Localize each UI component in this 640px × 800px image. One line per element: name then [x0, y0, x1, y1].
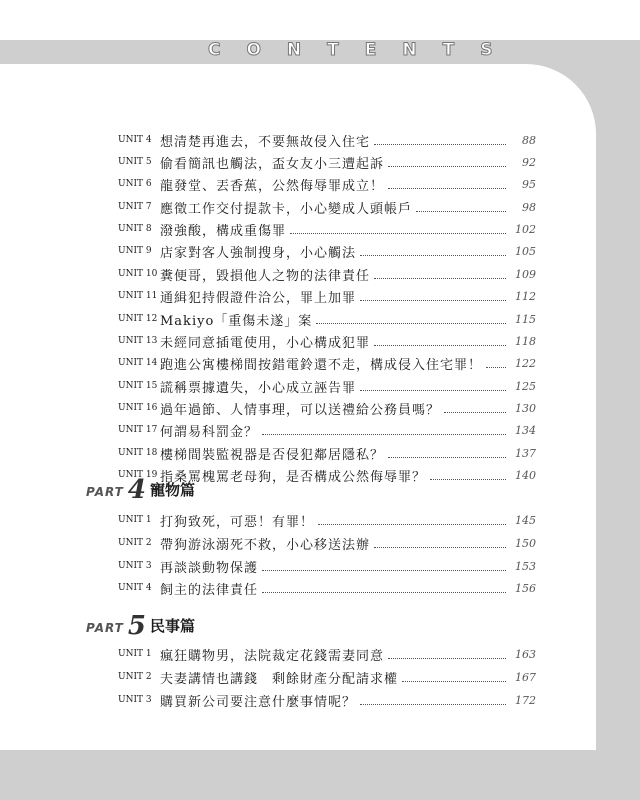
page-number: 134 — [515, 423, 536, 437]
dot-leader — [318, 516, 506, 525]
dot-leader — [316, 315, 506, 324]
entry-title: Makiyo「重傷未遂」案 — [160, 313, 313, 329]
unit-label: UNIT 3 — [118, 561, 152, 571]
unit-label: UNIT 4 — [118, 135, 152, 145]
part-title: 民事篇 — [149, 617, 195, 635]
dot-leader — [262, 562, 506, 571]
page-number: 102 — [515, 222, 536, 236]
part-label: PART — [86, 621, 124, 635]
unit-label: UNIT 8 — [118, 224, 152, 234]
unit-label: UNIT 19 — [118, 470, 158, 480]
entry-title: 應徵工作交付提款卡，小心變成人頭帳戶 — [160, 201, 413, 217]
unit-label: UNIT 6 — [118, 179, 152, 189]
unit-label: UNIT 13 — [118, 336, 158, 346]
page-number: 105 — [515, 244, 536, 258]
dot-leader — [360, 382, 506, 391]
page-number: 98 — [522, 200, 536, 214]
entry-title: 夫妻講情也講錢 剩餘財產分配請求權 — [160, 671, 399, 687]
dot-leader — [388, 449, 506, 458]
part-number: 4 — [127, 475, 146, 505]
unit-label: UNIT 18 — [118, 448, 158, 458]
toc-entry[interactable] — [118, 264, 536, 284]
entry-title: 想清楚再進去，不要無故侵入住宅 — [160, 134, 371, 150]
entry-title: 跑進公寓樓梯間按錯電鈴還不走，構成侵入住宅罪！ — [160, 357, 483, 373]
toc-entry[interactable] — [118, 510, 536, 530]
toc-entry[interactable] — [118, 443, 536, 463]
page-number: 137 — [515, 446, 536, 460]
unit-label: UNIT 15 — [118, 381, 158, 391]
part-number: 5 — [127, 611, 146, 641]
toc-entry[interactable] — [118, 353, 536, 373]
dot-leader — [360, 247, 506, 256]
dot-leader — [444, 404, 506, 413]
unit-label: UNIT 3 — [118, 695, 152, 705]
dot-leader — [402, 673, 506, 682]
unit-label: UNIT 17 — [118, 425, 158, 435]
dot-leader — [374, 539, 506, 548]
page-number: 125 — [515, 379, 536, 393]
entry-title: 糞便哥，毀損他人之物的法律責任 — [160, 268, 371, 284]
page-number: 115 — [515, 312, 536, 326]
toc-entry[interactable] — [118, 241, 536, 261]
dot-leader — [360, 696, 506, 705]
entry-title: 龍發堂、丟香蕉，公然侮辱罪成立！ — [160, 178, 385, 194]
page-number: 150 — [515, 536, 536, 550]
page-number: 109 — [515, 267, 536, 281]
page-number: 167 — [515, 670, 536, 684]
page-number: 156 — [515, 581, 536, 595]
unit-label: UNIT 2 — [118, 672, 152, 682]
entry-title: 指桑罵槐罵老母狗，是否構成公然侮辱罪？ — [160, 469, 427, 485]
page-number: 122 — [515, 356, 536, 370]
toc-entry[interactable] — [118, 533, 536, 553]
entry-title: 帶狗游泳溺死不救，小心移送法辦 — [160, 537, 371, 553]
dot-leader — [388, 650, 506, 659]
toc-entry[interactable] — [118, 130, 536, 150]
part-label: PART — [86, 485, 124, 499]
page-number: 153 — [515, 559, 536, 573]
unit-label: UNIT 9 — [118, 246, 152, 256]
toc-entry[interactable] — [118, 197, 536, 217]
dot-leader — [416, 203, 506, 212]
entry-title: 瘋狂購物男，法院裁定花錢需妻同意 — [160, 648, 385, 664]
page-number: 95 — [522, 177, 536, 191]
dot-leader — [388, 180, 506, 189]
part-title: 寵物篇 — [149, 481, 195, 499]
unit-label: UNIT 12 — [118, 314, 158, 324]
toc-entry[interactable] — [118, 420, 536, 440]
toc-entry[interactable] — [118, 174, 536, 194]
dot-leader — [430, 471, 506, 480]
unit-label: UNIT 10 — [118, 269, 158, 279]
toc-entry[interactable] — [118, 219, 536, 239]
page-number: 140 — [515, 468, 536, 482]
dot-leader — [262, 426, 506, 435]
toc-entry[interactable] — [118, 152, 536, 172]
unit-label: UNIT 4 — [118, 583, 152, 593]
entry-title: 偷看簡訊也觸法，盃女友小三遭起訴 — [160, 156, 385, 172]
dot-leader — [360, 292, 506, 301]
entry-title: 過年過節、人情事理，可以送禮給公務員嗎？ — [160, 402, 441, 418]
entry-title: 潑強酸，構成重傷罪 — [160, 223, 287, 239]
page-number: 130 — [515, 401, 536, 415]
dot-leader — [388, 158, 506, 167]
toc-entry[interactable] — [118, 398, 536, 418]
dot-leader — [374, 337, 506, 346]
dot-leader — [290, 225, 506, 234]
toc-entry[interactable] — [118, 578, 536, 598]
toc-entry[interactable] — [118, 309, 536, 329]
unit-label: UNIT 11 — [118, 291, 158, 301]
unit-label: UNIT 14 — [118, 358, 158, 368]
unit-label: UNIT 5 — [118, 157, 152, 167]
unit-label: UNIT 7 — [118, 202, 152, 212]
entry-title: 通緝犯持假證件洽公，罪上加罪 — [160, 290, 357, 306]
page-number: 118 — [515, 334, 536, 348]
entry-title: 樓梯間裝監視器是否侵犯鄰居隱私？ — [160, 447, 385, 463]
unit-label: UNIT 2 — [118, 538, 152, 548]
entry-title: 飼主的法律責任 — [160, 582, 259, 598]
toc-entry[interactable] — [118, 376, 536, 396]
part-heading — [86, 611, 195, 641]
entry-title: 店家對客人強制搜身，小心觸法 — [160, 245, 357, 261]
contents-banner: CONTENTS — [208, 40, 519, 60]
toc-entry[interactable] — [118, 286, 536, 306]
unit-label: UNIT 1 — [118, 515, 152, 525]
page-number: 163 — [515, 647, 536, 661]
page-number: 92 — [522, 155, 536, 169]
entry-title: 未經同意插電使用，小心構成犯罪 — [160, 335, 371, 351]
toc-entry[interactable] — [118, 690, 536, 710]
dot-leader — [374, 136, 506, 145]
page-number: 145 — [515, 513, 536, 527]
unit-label: UNIT 1 — [118, 649, 152, 659]
entry-title: 打狗致死，可惡！有罪！ — [160, 514, 315, 530]
dot-leader — [262, 584, 506, 593]
toc-entry[interactable] — [118, 667, 536, 687]
entry-title: 購買新公司要注意什麼事情呢？ — [160, 694, 357, 710]
dot-leader — [486, 359, 506, 368]
toc-entry[interactable] — [118, 556, 536, 576]
unit-label: UNIT 16 — [118, 403, 158, 413]
entry-title: 何謂易科罰金？ — [160, 424, 259, 440]
page-number: 88 — [522, 133, 536, 147]
toc-entry[interactable] — [118, 331, 536, 351]
page-number: 172 — [515, 693, 536, 707]
page-number: 112 — [515, 289, 536, 303]
entry-title: 謊稱票據遺失，小心成立誣告罪 — [160, 380, 357, 396]
entry-title: 再談談動物保護 — [160, 560, 259, 576]
toc-entry[interactable] — [118, 644, 536, 664]
dot-leader — [374, 270, 506, 279]
